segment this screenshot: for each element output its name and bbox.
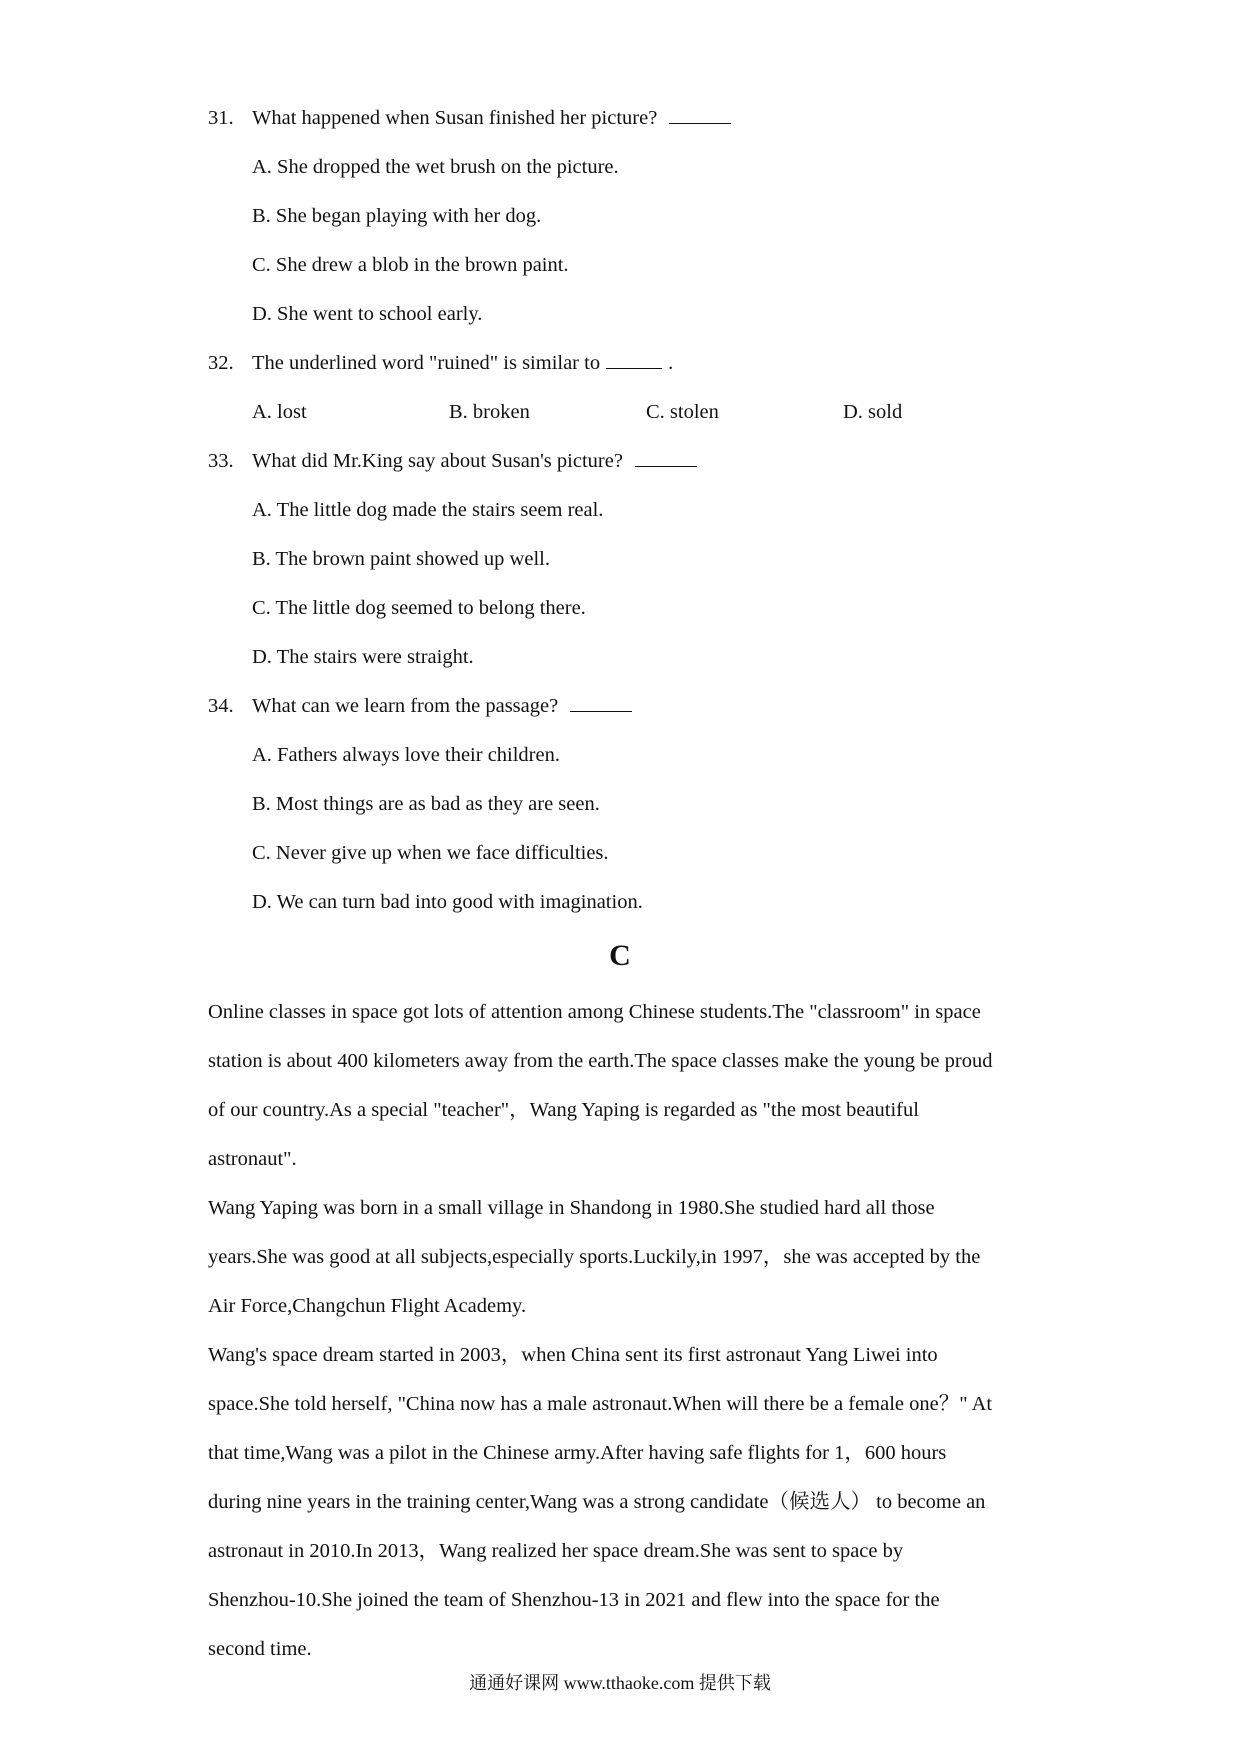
option-34-c: C. Never give up when we face difficulties. xyxy=(252,842,609,864)
answer-blank xyxy=(635,448,697,467)
passage-line: of our country.As a special "teacher"，Wang Yaping is regarded as "the most beautiful xyxy=(208,1099,919,1121)
passage-line: station is about 400 kilometers away from the earth.The space classes make the young be proud xyxy=(208,1050,993,1072)
option-34-b: B. Most things are as bad as they are seen. xyxy=(252,793,600,815)
option-31-d: D. She went to school early. xyxy=(252,303,483,325)
option-32-d: D. sold xyxy=(843,401,903,423)
answer-blank xyxy=(606,350,662,369)
option-34-d: D. We can turn bad into good with imagination. xyxy=(252,891,643,913)
question-text: What can we learn from the passage? xyxy=(252,695,559,717)
passage-line: Shenzhou-10.She joined the team of Shenzhou-13 in 2021 and flew into the space for the xyxy=(208,1589,940,1611)
question-34 xyxy=(208,692,632,720)
passage-line: Wang's space dream started in 2003，when China sent its first astronaut Yang Liwei into xyxy=(208,1344,938,1366)
option-31-c: C. She drew a blob in the brown paint. xyxy=(252,254,569,276)
option-33-d: D. The stairs were straight. xyxy=(252,646,474,668)
passage-line: during nine years in the training center,Wang was a strong candidate（候选人） to become an xyxy=(208,1491,986,1513)
question-text-end: . xyxy=(668,352,674,374)
question-number: 32. xyxy=(208,352,234,374)
question-number: 31. xyxy=(208,107,234,129)
passage-line: second time. xyxy=(208,1638,312,1660)
option-31-a: A. She dropped the wet brush on the picture. xyxy=(252,156,619,178)
option-33-b: B. The brown paint showed up well. xyxy=(252,548,550,570)
answer-blank xyxy=(570,693,632,712)
question-text: What did Mr.King say about Susan's picture? xyxy=(252,450,623,472)
question-31 xyxy=(208,104,731,132)
passage-line: astronaut in 2010.In 2013，Wang realized her space dream.She was sent to space by xyxy=(208,1540,904,1562)
section-heading: C xyxy=(609,939,631,972)
answer-blank xyxy=(669,105,731,124)
passage-line: Wang Yaping was born in a small village in Shandong in 1980.She studied hard all those xyxy=(208,1197,935,1219)
option-34-a: A. Fathers always love their children. xyxy=(252,744,560,766)
option-32-a: A. lost xyxy=(252,401,307,423)
question-number: 34. xyxy=(208,695,234,717)
question-32 xyxy=(208,349,673,377)
passage-line: Air Force,Changchun Flight Academy. xyxy=(208,1295,527,1317)
passage-line: that time,Wang was a pilot in the Chinese army.After having safe flights for 1，600 hours xyxy=(208,1442,947,1464)
passage-line: astronaut". xyxy=(208,1148,297,1170)
question-33 xyxy=(208,447,697,475)
page-footer: 通通好课网 www.tthaoke.com 提供下载 xyxy=(469,1673,771,1693)
option-33-a: A. The little dog made the stairs seem real. xyxy=(252,499,604,521)
passage-line: years.She was good at all subjects,especially sports.Luckily,in 1997，she was accepted by the xyxy=(208,1246,981,1268)
option-31-b: B. She began playing with her dog. xyxy=(252,205,542,227)
passage-line: space.She told herself, "China now has a male astronaut.When will there be a female one？" At xyxy=(208,1393,993,1415)
option-32-c: C. stolen xyxy=(646,401,719,423)
question-text: The underlined word "ruined" is similar to xyxy=(252,352,601,374)
option-33-c: C. The little dog seemed to belong there. xyxy=(252,597,586,619)
question-number: 33. xyxy=(208,450,234,472)
question-text: What happened when Susan finished her picture? xyxy=(252,107,658,129)
passage-line: Online classes in space got lots of attention among Chinese students.The "classroom" in space xyxy=(208,1001,981,1023)
option-32-b: B. broken xyxy=(449,401,530,423)
